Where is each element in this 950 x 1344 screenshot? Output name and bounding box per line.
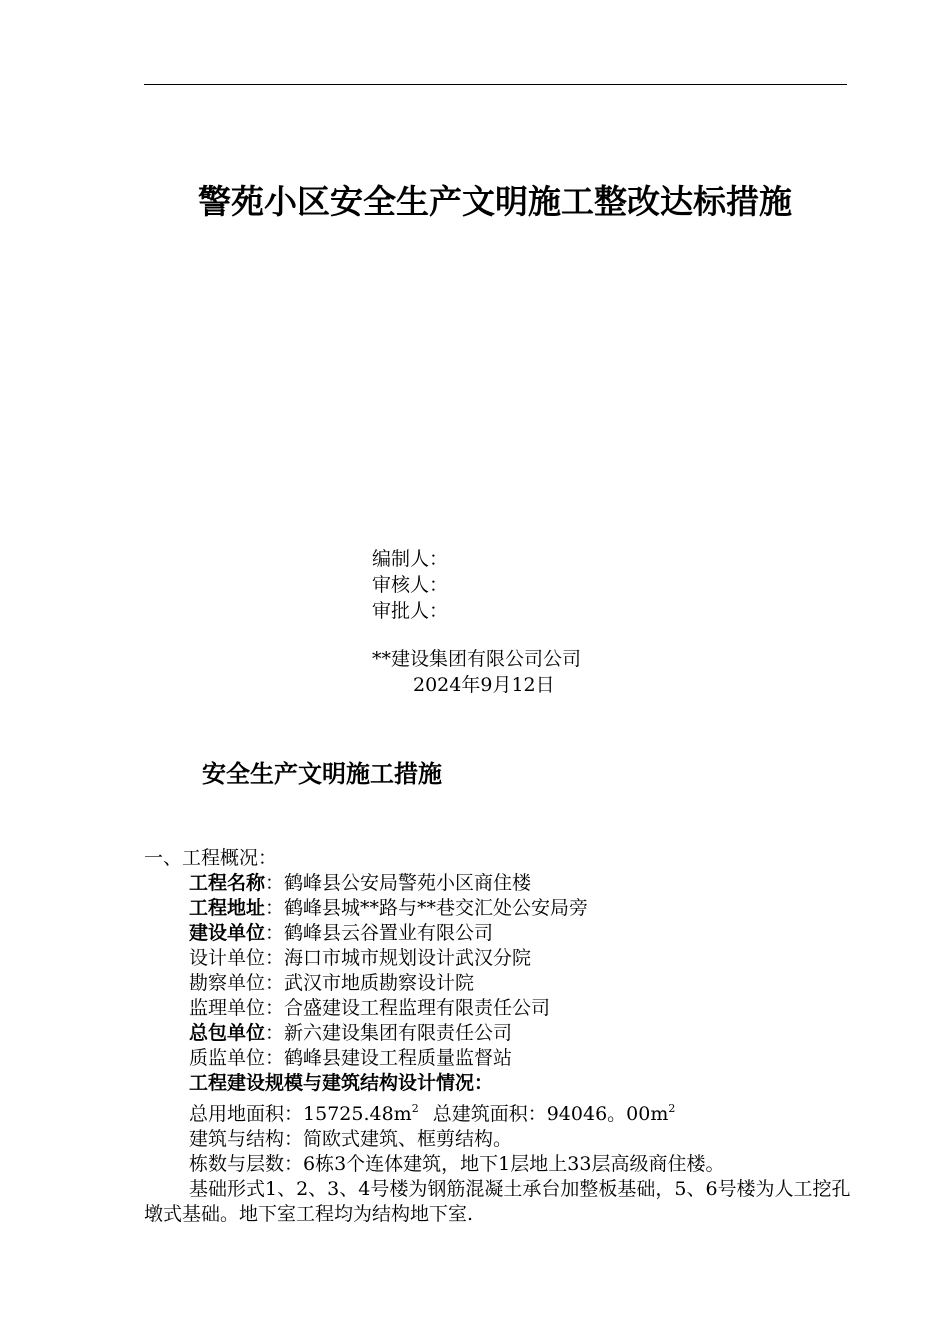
item-survey-unit <box>144 971 854 996</box>
building-area-value: 94046。00m <box>546 1103 669 1125</box>
item-value: 新六建设集团有限责任公司 <box>284 1022 513 1044</box>
floors-line: 栋数与层数：6栋3个连体建筑，地下1层地上33层高级商住楼。 <box>189 1153 725 1175</box>
scale-heading: 工程建设规模与建筑结构设计情况： <box>189 1072 494 1094</box>
item-label: 总包单位 <box>189 1022 266 1044</box>
item-label: 工程名称 <box>189 872 266 894</box>
item-project-name <box>144 871 854 896</box>
item-quality-supervision <box>144 1046 854 1071</box>
prepared-by-label: 编制人： <box>372 548 449 570</box>
item-design-unit <box>144 946 854 971</box>
building-area-sup: 2 <box>668 1102 676 1115</box>
item-sep: ： <box>265 947 285 969</box>
document-title: 警苑小区安全生产文明施工整改达标措施 <box>198 182 792 221</box>
item-value: 鹤峰县云谷置业有限公司 <box>284 922 494 944</box>
signature-block <box>372 546 448 624</box>
land-area-label: 总用地面积： <box>189 1103 304 1125</box>
item-value: 海口市城市规划设计武汉分院 <box>284 947 532 969</box>
item-label: 勘察单位 <box>189 972 266 994</box>
land-area-value: 15725.48m <box>303 1103 412 1125</box>
header-rule <box>144 84 847 85</box>
land-area-sup: 2 <box>411 1102 419 1115</box>
item-label: 工程地址 <box>189 897 266 919</box>
section-title: 安全生产文明施工措施 <box>202 760 442 788</box>
reviewed-by-label: 审核人： <box>372 574 449 596</box>
item-value: 鹤峰县城**路与**巷交汇处公安局旁 <box>284 897 589 919</box>
item-general-contractor <box>144 1021 854 1046</box>
item-sep: ： <box>265 897 285 919</box>
item-sep: ： <box>265 872 285 894</box>
document-date: 2024年9月12日 <box>413 674 555 696</box>
item-label: 质监单位 <box>189 1047 266 1069</box>
item-value: 鹤峰县建设工程质量监督站 <box>284 1047 513 1069</box>
item-value: 合盛建设工程监理有限责任公司 <box>284 997 551 1019</box>
item-label: 建设单位 <box>189 922 266 944</box>
item-value: 鹤峰县公安局警苑小区商住楼 <box>284 872 532 894</box>
item-sep: ： <box>265 922 285 944</box>
area-line <box>144 1096 854 1127</box>
overview-heading: 一、工程概况： <box>144 847 278 869</box>
building-area-label: 总建筑面积： <box>432 1103 547 1125</box>
item-sep: ： <box>265 1047 285 1069</box>
item-sep: ： <box>265 1022 285 1044</box>
item-supervision-unit <box>144 996 854 1021</box>
foundation-paragraph: 基础形式1、2、3、4号楼为钢筋混凝土承台加整板基础，5、6号楼为人工挖孔墩式基础。地下室工程均为结构地下室. <box>144 1178 851 1225</box>
approved-by-label: 审批人： <box>372 600 449 622</box>
item-label: 设计单位 <box>189 947 266 969</box>
item-construction-unit <box>144 921 854 946</box>
item-sep: ： <box>265 972 285 994</box>
item-value: 武汉市地质勘察设计院 <box>284 972 475 994</box>
item-project-address <box>144 896 854 921</box>
item-label: 监理单位 <box>189 997 266 1019</box>
company-name: **建设集团有限公司公司 <box>372 648 582 670</box>
project-overview <box>144 846 854 1227</box>
item-sep: ： <box>265 997 285 1019</box>
structure-line: 建筑与结构：简欧式建筑、框剪结构。 <box>189 1128 513 1150</box>
